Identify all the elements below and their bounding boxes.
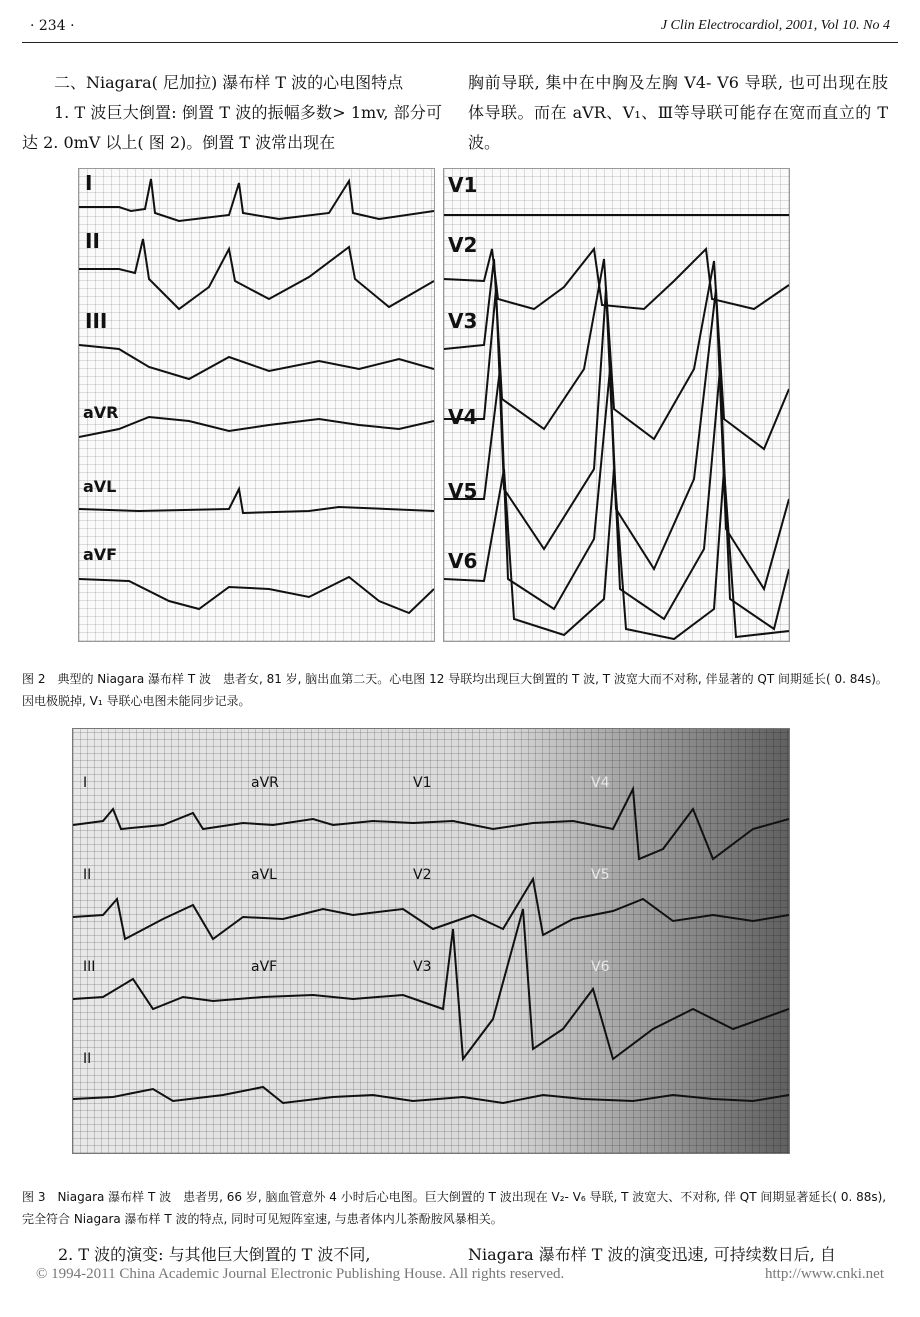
lead-label-avl: aVL (83, 477, 117, 496)
lead-label-v3: V3 (413, 959, 432, 975)
figure-2-chest-leads (443, 168, 790, 642)
page-header (30, 12, 890, 38)
lead-label-v5: V5 (591, 867, 610, 883)
figure-2-limb-leads (78, 168, 435, 642)
lead-label-ii: II (85, 229, 100, 253)
right-column (468, 68, 888, 158)
lead-label-v6: V6 (591, 959, 610, 975)
lead-label-ii-rhythm: II (83, 1051, 92, 1067)
figure-2-caption: 图 2 典型的 Niagara 瀑布样 T 波 患者女, 81 岁, 脑出血第二天。心电图 12 导联均出现巨大倒置的 T 波, T 波宽大而不对称, 伴显著的 QT 间期延长( 0. 84s)。因电极脱掉, V₁ 导联心电图未能同步记录。 (22, 672, 888, 708)
lead-label-v4: V4 (591, 775, 610, 791)
lead-label-v1: V1 (448, 173, 478, 197)
header-rule (22, 42, 898, 43)
lead-label-v2: V2 (448, 233, 478, 257)
lead-label-ii: II (83, 867, 92, 883)
lead-label-v3: V3 (448, 309, 478, 333)
left-column (22, 68, 442, 158)
lead-label-iii: III (85, 309, 108, 333)
limb-leads-traces (79, 169, 434, 641)
figure-3-traces (73, 729, 789, 1153)
lead-label-v6: V6 (448, 549, 478, 573)
page-number: · 234 · (30, 18, 75, 34)
figure-3-caption: 图 3 Niagara 瀑布样 T 波 患者男, 66 岁, 脑血管意外 4 小时后心电图。巨大倒置的 T 波出现在 V₂- V₆ 导联, T 波宽大、不对称, 伴 QT 间期显著延长( 0. 88s), 完全符合 Niagara 瀑布样 T 波的特点, 同时可见短阵室速, 与患者体内儿茶酚胺风暴相关。 (22, 1190, 887, 1226)
bottom-left-text: 2. T 波的演变: 与其他巨大倒置的 T 波不同, (58, 1245, 371, 1264)
paragraph-1-continued: 胸前导联, 集中在中胸及左胸 V4- V6 导联, 也可出现在肢体导联。而在 aVR、V₁、Ⅲ等导联可能存在宽而直立的 T 波。 (468, 73, 888, 152)
journal-citation: J Clin Electrocardiol, 2001, Vol 10. No 4 (660, 18, 890, 33)
lead-label-avf: aVF (251, 959, 278, 975)
lead-label-avf: aVF (83, 545, 118, 564)
lead-label-v4: V4 (448, 405, 478, 429)
figure-3-ecg (72, 728, 790, 1154)
lead-label-v2: V2 (413, 867, 432, 883)
cnki-url: http://www.cnki.net (764, 1266, 884, 1282)
lead-label-iii: III (83, 959, 96, 975)
lead-label-v1: V1 (413, 775, 432, 791)
copyright-text: © 1994-2011 China Academic Journal Electronic Publishing House. All rights reserved. (36, 1266, 565, 1282)
lead-label-avr: aVR (251, 775, 279, 791)
chest-leads-traces (444, 169, 789, 641)
section-title: 二、Niagara( 尼加拉) 瀑布样 T 波的心电图特点 (54, 73, 404, 92)
lead-label-avr: aVR (83, 403, 119, 422)
lead-label-avl: aVL (251, 867, 277, 883)
lead-label-i: I (85, 171, 93, 195)
paragraph-1: 1. T 波巨大倒置: 倒置 T 波的振幅多数> 1mv, 部分可达 2. 0mV 以上( 图 2)。倒置 T 波常出现在 (22, 103, 442, 152)
figure-2-ecg (78, 168, 788, 640)
lead-label-i: I (83, 775, 88, 791)
lead-label-v5: V5 (448, 479, 478, 503)
bottom-right-text: Niagara 瀑布样 T 波的演变迅速, 可持续数日后, 自 (468, 1245, 836, 1264)
